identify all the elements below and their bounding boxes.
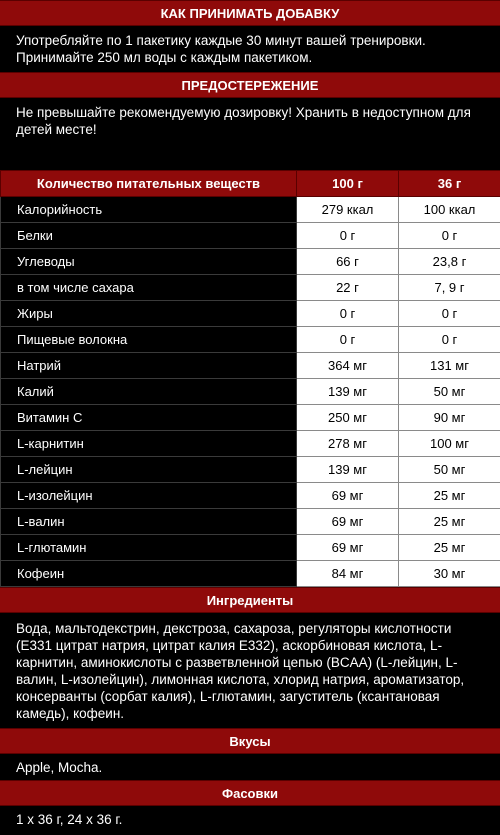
warning-text: Не превышайте рекомендуемую дозировку! Хранить в недоступном для детей месте! — [0, 98, 500, 144]
ingredients-text: Вода, мальтодекстрин, декстроза, сахароза, регуляторы кислотности (E331 цитрат натрия, цитрат калия E332), аскорбиновая кислота, L-карнитин, аминокислоты с разветвленной цепью (BCAA) (L-лейцин, L-валин, L-изолейцин), лимонная кислота, хлорид натрия, ароматизатор, консерванты (сорбат калия), L-глютамин, загуститель (ксантановая камедь), кофеин. — [16, 621, 465, 721]
nutrient-name: L-лейцин — [1, 457, 297, 483]
spacer — [0, 144, 500, 170]
value-36g: 90 мг — [399, 405, 500, 431]
usage-header: КАК ПРИНИМАТЬ ДОБАВКУ — [0, 0, 500, 26]
value-36g: 30 мг — [399, 561, 500, 587]
value-100g: 0 г — [297, 223, 399, 249]
value-36g: 25 мг — [399, 509, 500, 535]
nutrition-header-row — [1, 171, 500, 197]
flavors-text: Apple, Mocha. — [16, 760, 103, 775]
nutrient-name: Витамин С — [1, 405, 297, 431]
value-36g: 25 мг — [399, 535, 500, 561]
nutrient-name: L-карнитин — [1, 431, 297, 457]
value-36g: 131 мг — [399, 353, 500, 379]
nutrition-row — [1, 223, 500, 249]
nutrition-row — [1, 457, 500, 483]
value-100g: 69 мг — [297, 483, 399, 509]
value-36g: 0 г — [399, 223, 500, 249]
nutrient-name: Белки — [1, 223, 297, 249]
value-100g: 69 мг — [297, 509, 399, 535]
nutrition-row — [1, 197, 500, 223]
nutrition-row — [1, 353, 500, 379]
nutrient-column-header: Количество питательных веществ — [1, 171, 297, 197]
flavors-header: Вкусы — [0, 728, 500, 754]
nutrient-name: Пищевые волокна — [1, 327, 297, 353]
value-100g: 0 г — [297, 327, 399, 353]
warning-header: ПРЕДОСТЕРЕЖЕНИЕ — [0, 72, 500, 98]
nutrient-name: Натрий — [1, 353, 297, 379]
nutrient-name: L-изолейцин — [1, 483, 297, 509]
nutrition-table — [0, 170, 500, 587]
value-36g: 7, 9 г — [399, 275, 500, 301]
per-100g-column-header: 100 г — [297, 171, 399, 197]
value-36g: 0 г — [399, 327, 500, 353]
nutrition-row — [1, 275, 500, 301]
packaging-header: Фасовки — [0, 780, 500, 806]
nutrient-name: Жиры — [1, 301, 297, 327]
packaging-text: 1 x 36 г, 24 x 36 г. — [16, 812, 123, 827]
value-100g: 279 ккал — [297, 197, 399, 223]
value-100g: 84 мг — [297, 561, 399, 587]
nutrition-row — [1, 249, 500, 275]
value-100g: 69 мг — [297, 535, 399, 561]
value-36g: 50 мг — [399, 457, 500, 483]
nutrition-row — [1, 379, 500, 405]
usage-text: Употребляйте по 1 пакетику каждые 30 минут вашей тренировки. Принимайте 250 мл воды с каждым пакетиком. — [0, 26, 500, 72]
nutrition-row — [1, 327, 500, 353]
nutrient-name: в том числе сахара — [1, 275, 297, 301]
nutrient-name: L-валин — [1, 509, 297, 535]
nutrient-name: Кофеин — [1, 561, 297, 587]
value-36g: 100 ккал — [399, 197, 500, 223]
value-36g: 23,8 г — [399, 249, 500, 275]
value-100g: 278 мг — [297, 431, 399, 457]
nutrient-name: Калий — [1, 379, 297, 405]
value-36g: 50 мг — [399, 379, 500, 405]
nutrition-row — [1, 561, 500, 587]
per-36g-column-header: 36 г — [399, 171, 500, 197]
nutrition-row — [1, 509, 500, 535]
nutrition-row — [1, 431, 500, 457]
nutrition-row — [1, 535, 500, 561]
value-100g: 139 мг — [297, 457, 399, 483]
value-36g: 100 мг — [399, 431, 500, 457]
nutrition-row — [1, 405, 500, 431]
ingredients-header: Ингредиенты — [0, 587, 500, 613]
value-100g: 0 г — [297, 301, 399, 327]
nutrient-name: L-глютамин — [1, 535, 297, 561]
value-100g: 22 г — [297, 275, 399, 301]
nutrition-row — [1, 301, 500, 327]
value-100g: 66 г — [297, 249, 399, 275]
nutrient-name: Калорийность — [1, 197, 297, 223]
value-100g: 364 мг — [297, 353, 399, 379]
value-100g: 139 мг — [297, 379, 399, 405]
value-36g: 25 мг — [399, 483, 500, 509]
nutrient-name: Углеводы — [1, 249, 297, 275]
nutrition-row — [1, 483, 500, 509]
value-100g: 250 мг — [297, 405, 399, 431]
value-36g: 0 г — [399, 301, 500, 327]
